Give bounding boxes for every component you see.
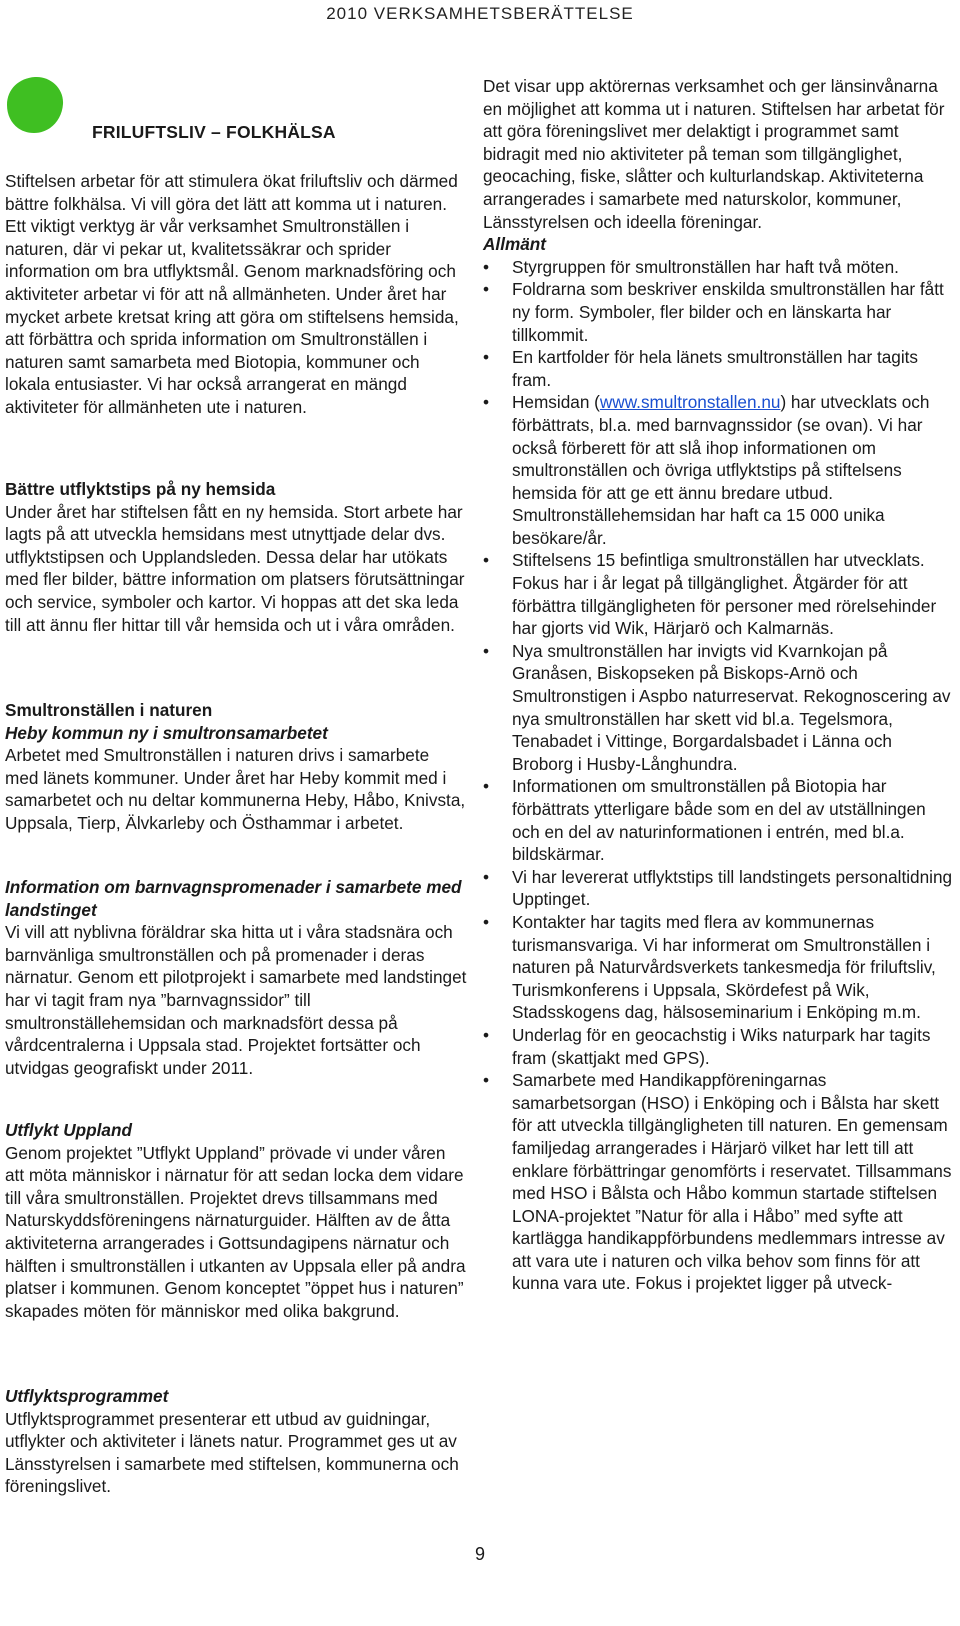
section-body: Genom projektet ”Utflykt Uppland” prövade vi under våren att möta människor i närnatur för att sedan locka dem vidare till våra smultronställen. Projektet drevs tillsammans med Naturskyddsföreningens närnaturguider. Hälften av de åtta aktiviteterna arrangerades i Gottsundagipens närnatur och hälften i smultronställen i utkanten av Uppsala eller på andra platser i kommunen. Genom konceptet ”öppet hus i naturen” skapades möten för människor med olika bakgrund. bbox=[5, 1142, 466, 1321]
section-body: Arbetet med Smultronställen i naturen drivs i samarbete med länets kommuner. Under året har Heby kommit med i samarbetet och nu deltar kommunerna Heby, Håbo, Knivsta, Uppsala, Tierp, Älvkarleby och Östhammar i arbetet. bbox=[5, 745, 466, 833]
list-item: • Informationen om smultronställen på Biotopia har förbättrats ytterligare både som en del av utställningen och en del av naturinformationen i entrén, med bl.a. bildskärmar. bbox=[483, 775, 955, 865]
list-item: • Vi har levererat utflyktstips till landstingets personaltidning Upptinget. bbox=[483, 866, 955, 911]
list-item: • En kartfolder för hela länets smultronställen har tagits fram. bbox=[483, 346, 955, 391]
intro-text: Stiftelsen arbetar för att stimulera ökat friluftsliv och därmed bättre folkhälsa. Vi vill göra det lätt att komma ut i naturen. Ett viktigt verktyg är vår verksamhet Smultronställen i naturen, där vi pekar ut, kvalitetssäkrar och sprider information om bra utflyktsmål. Genom marknadsföring och aktiviteter arbetar vi för att nå allmänheten. Under året har mycket arbete kretsat kring att göra om stiftelsens hemsida, att förbättra och sprida information om Smultronställen i naturen samt samarbeta med Biotopia, kommuner och lokala entusiaster. Vi har också arrangerat en mängd aktiviteter för allmänheten ute i naturen. bbox=[5, 171, 459, 417]
section-heading: Utflyktsprogrammet bbox=[5, 1386, 169, 1406]
list-item: • Kontakter har tagits med flera av kommunernas turismansvariga. Vi har informerat om Smultronställen i naturen på Naturvårdsverkets tankesmedja för friluftsliv, Turismkonferens i Uppsala, Skördefest på Wik, Stadsskogens dag, hälsoseminarium i Enköping m.m. bbox=[483, 911, 955, 1024]
list-item bbox=[483, 391, 955, 549]
allmant-heading: Allmänt bbox=[483, 234, 547, 255]
section-heading: Bättre utflyktstips på ny hemsida bbox=[5, 479, 276, 499]
list-item: • Foldrarna som beskriver enskilda smultronställen har fått ny form. Symboler, fler bilder och en länskarta har tillkommit. bbox=[483, 278, 955, 346]
right-intro: Det visar upp aktörernas verksamhet och ger länsinvånarna en möjlighet att komma ut i naturen. Stiftelsen har arbetat för att göra föreningslivet mer delaktigt i programmet samt bidragit med nio aktiviteter på teman som tillgänglighet, geocaching, fiske, slåtter och kulturlandskap. Aktiviteterna arrangerades i samarbete med naturskolor, kommuner, Länsstyrelsen och ideella föreningar. bbox=[483, 76, 945, 232]
list-item: • Styrgruppen för smultronställen har haft två möten. bbox=[483, 256, 955, 279]
section-hemsida bbox=[5, 478, 467, 636]
section-body: Under året har stiftelsen fått en ny hemsida. Stort arbete har lagts på att utveckla hemsidans mest utnyttjade delar dvs. utflyktstipsen och Upplandsleden. Dessa delar har utökats med fler bilder, bättre information om platsers förutsättningar och service, symboler och kartor. Vi hoppas att det ska leda till att ännu fler hittar till vår hemsida och ut i våra områden. bbox=[5, 501, 465, 635]
section-heading: Information om barnvagnspromenader i samarbete med landstinget bbox=[5, 877, 462, 920]
section-barnvagn bbox=[5, 876, 467, 1079]
list-item: • Samarbete med Handikappföreningarnas samarbetsorgan (HSO) i Enköping och i Bålsta har skett för att utveckla tillgängligheten till naturen. En gemensam familjedag arrangerades i Härjarö vilket har lett till att enklare förbättringar genomförts i reservatet. Tillsammans med HSO i Bålsta och Håbo kommun startade stiftelsen LONA-projektet ”Natur för alla i Håbo” med syfte att kartlägga handikappförbundens medlemmars intresse av att vara ute i naturen och vilka behov som finns för att kunna vara ute. Fokus i projektet ligger på utveck- bbox=[483, 1069, 955, 1295]
section-utflykt-uppland bbox=[5, 1119, 467, 1322]
section-smultronstallen bbox=[5, 699, 467, 835]
section-heading: Utflykt Uppland bbox=[5, 1120, 132, 1140]
section-body: Vi vill att nyblivna föräldrar ska hitta ut i våra stadsnära och barnvänliga smultronställen och på promenader i deras närnatur. Genom ett pilotprojekt i samarbete med landstinget har vi tagit fram nya ”barnvagnssidor” till smultronställehemsidan och marknadsfört dessa på vårdcentralerna i Uppsala stad. Projektet fortsätter och utvidgas geografiskt under 2011. bbox=[5, 922, 467, 1078]
hemsida-after: ) har utvecklats och förbättrats, bl.a. med barnvagnssidor (se ovan). Vi har också förberett för att slå ihop informationen om smultronställen och övriga utflyktstips på stiftelsens hemsida för att ge ett ännu bredare utbud. Smultronställehemsidan har haft ca 15 000 unika besökare/år. bbox=[512, 392, 930, 548]
section-title: FRILUFTSLIV – FOLKHÄLSA bbox=[92, 122, 336, 142]
right-column bbox=[483, 75, 955, 1295]
list-item: • Nya smultronställen har invigts vid Kvarnkojan på Granåsen, Biskopseken på Biskops-Arnö och Smultronstigen i Aspbo naturreservat. Rekognoscering av nya smultronställen har skett vid bl.a. Tegelsmora, Tenabadet i Vittinge, Borgardalsbadet i Länna och Broborg i Husby-Långhundra. bbox=[483, 640, 955, 776]
list-item: • Stiftelsens 15 befintliga smultronställen har utvecklats. Fokus har i år legat på tillgänglighet. Åtgärder för att förbättra tillgängligheten för personer med rörelsehinder har gjorts vid Wik, Härjarö och Kalmarnäs. bbox=[483, 549, 955, 639]
section-body: Utflyktsprogrammet presenterar ett utbud av guidningar, utflykter och aktiviteter i länets natur. Programmet ges ut av Länsstyrelsen i samarbete med stiftelsen, kommunerna och föreningslivet. bbox=[5, 1408, 459, 1497]
page-number: 9 bbox=[474, 1544, 485, 1564]
intro-paragraph bbox=[5, 170, 467, 419]
green-blob-logo bbox=[4, 74, 66, 136]
section-subheading: Heby kommun ny i smultronsamarbetet bbox=[5, 722, 328, 743]
website-link[interactable]: www.smultronstallen.nu bbox=[599, 392, 781, 413]
allmant-list bbox=[483, 256, 955, 1295]
hemsida-before: Hemsidan ( bbox=[512, 392, 600, 413]
section-utflyktsprogrammet bbox=[5, 1385, 467, 1498]
page-header: 2010 VERKSAMHETSBERÄTTELSE bbox=[326, 4, 634, 23]
list-item: • Underlag för en geocachstig i Wiks naturpark har tagits fram (skattjakt med GPS). bbox=[483, 1024, 955, 1069]
section-heading: Smultronställen i naturen bbox=[5, 700, 213, 720]
